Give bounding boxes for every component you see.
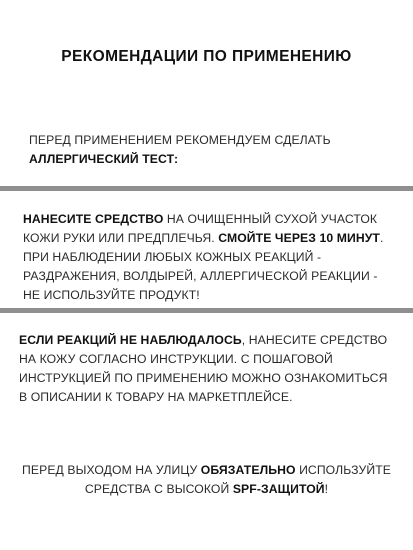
instruction-text: НА КОЖУ СОГЛАСНО ИНСТРУКЦИИ. С ПОШАГОВОЙ (19, 352, 333, 366)
apply-product-bold: НАНЕСИТЕ СРЕДСТВО (23, 212, 164, 226)
page-title: РЕКОМЕНДАЦИИ ПО ПРИМЕНЕНИЮ (61, 48, 352, 65)
reminder-text: ПЕРЕД ВЫХОДОМ НА УЛИЦУ (22, 463, 201, 477)
intro-line: ПЕРЕД ПРИМЕНЕНИЕМ РЕКОМЕНДУЕМ СДЕЛАТЬ (29, 133, 331, 147)
test-instructions (23, 210, 383, 305)
test-text: НЕ ИСПОЛЬЗУЙТЕ ПРОДУКТ! (23, 288, 200, 302)
spf-protection-bold: SPF-ЗАЩИТОЙ (232, 482, 325, 496)
mandatory-bold: ОБЯЗАТЕЛЬНО (200, 463, 296, 477)
test-text: РАЗДРАЖЕНИЯ, ВОЛДЫРЕЙ, АЛЛЕРГИЧЕСКОЙ РЕАКЦИИ - (23, 269, 378, 283)
test-text: ПРИ НАБЛЮДЕНИИ ЛЮБЫХ КОЖНЫХ РЕАКЦИЙ - (23, 250, 322, 264)
reminder-text: ИСПОЛЬЗУЙТЕ (295, 463, 391, 477)
test-text: НА ОЧИЩЕННЫЙ СУХОЙ УЧАСТОК (163, 212, 378, 226)
allergy-test-intro (29, 131, 331, 169)
instruction-text: В ОПИСАНИИ К ТОВАРУ НА МАРКЕТПЛЕЙСЕ. (19, 390, 293, 404)
section-divider (0, 308, 413, 313)
rinse-after-bold: СМОЙТЕ ЧЕРЕЗ 10 МИНУТ (218, 231, 380, 245)
instruction-text: ИНСТРУКЦИЕЙ ПО ПРИМЕНЕНИЮ МОЖНО ОЗНАКОМИТЬСЯ (19, 371, 388, 385)
reminder-text: ! (324, 482, 329, 496)
section-divider (0, 186, 413, 191)
no-reaction-instructions (19, 331, 388, 407)
reminder-text: СРЕДСТВА С ВЫСОКОЙ (84, 482, 233, 496)
test-text: . (379, 231, 384, 245)
allergy-test-heading: АЛЛЕРГИЧЕСКИЙ ТЕСТ: (29, 152, 179, 166)
instruction-text: , НАНЕСИТЕ СРЕДСТВО (241, 333, 388, 347)
spf-reminder (0, 461, 413, 499)
test-text: КОЖИ РУКИ ИЛИ ПРЕДПЛЕЧЬЯ. (23, 231, 219, 245)
no-reaction-bold: ЕСЛИ РЕАКЦИЙ НЕ НАБЛЮДАЛОСЬ (19, 333, 242, 347)
